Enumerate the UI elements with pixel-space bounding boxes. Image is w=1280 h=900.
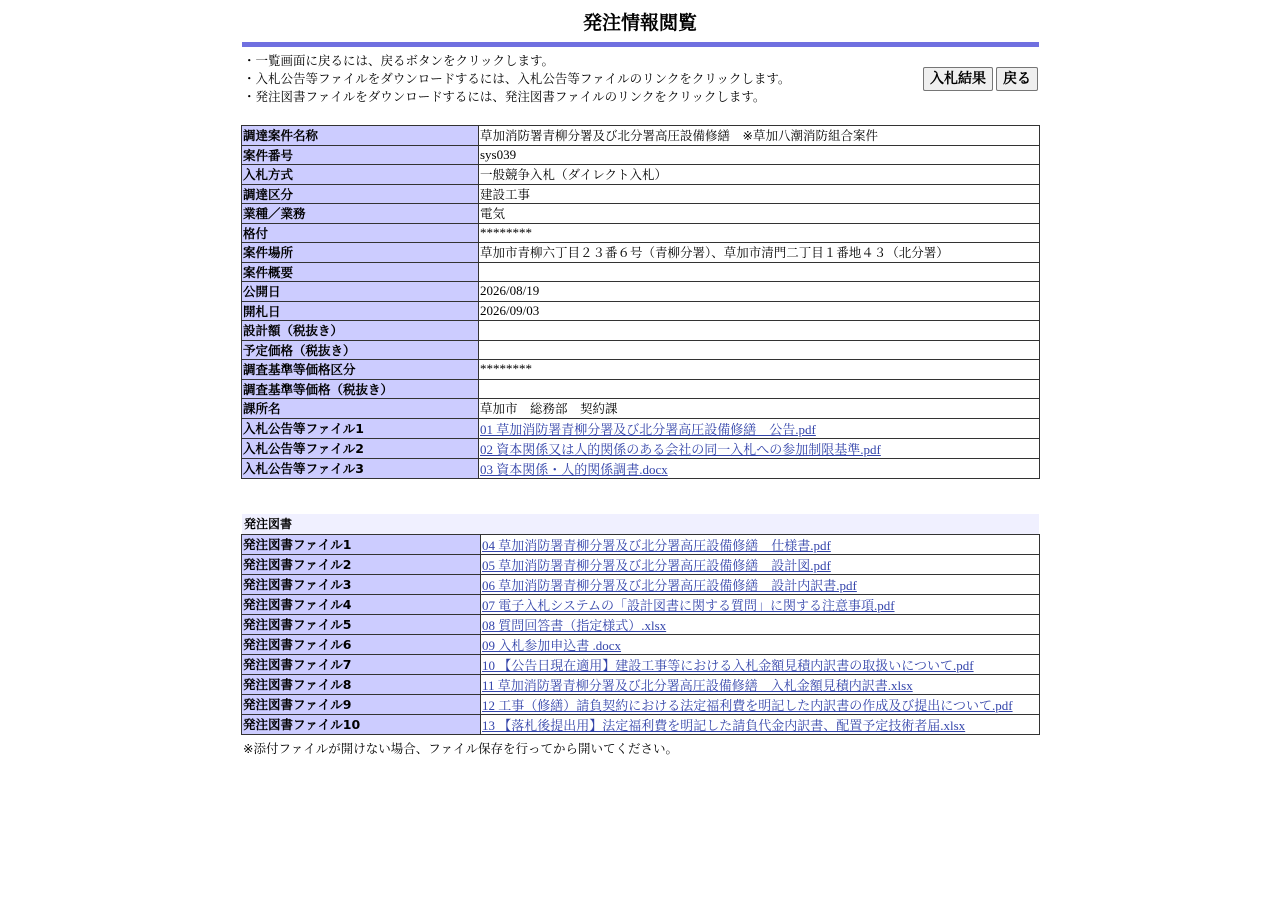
info-value: 一般競争入札（ダイレクト入札） xyxy=(479,165,1040,185)
order-doc-link[interactable]: 13 【落札後提出用】法定福利費を明記した請負代金内訳書、配置予定技術者届.xlsx xyxy=(482,717,966,733)
order-doc-cell xyxy=(481,594,1040,614)
order-doc-label: 発注図書ファイル10 xyxy=(242,714,481,734)
info-label: 調査基準等価格（税抜き） xyxy=(242,379,479,399)
info-row xyxy=(242,223,1040,243)
info-row xyxy=(242,379,1040,399)
order-doc-label: 発注図書ファイル7 xyxy=(242,654,481,674)
order-doc-label: 発注図書ファイル6 xyxy=(242,634,481,654)
order-doc-row xyxy=(242,594,1040,614)
info-row xyxy=(242,204,1040,224)
info-value: 2026/08/19 xyxy=(479,282,1040,302)
info-value xyxy=(479,379,1040,399)
info-label: 調査基準等価格区分 xyxy=(242,360,479,380)
order-doc-link[interactable]: 12 工事（修繕）請負契約における法定福利費を明記した内訳書の作成及び提出について.pdf xyxy=(482,697,1013,713)
order-doc-link[interactable]: 06 草加消防署青柳分署及び北分署高圧設備修繕 設計内訳書.pdf xyxy=(482,577,857,593)
order-doc-link[interactable]: 10 【公告日現在適用】建設工事等における入札金額見積内訳書の取扱いについて.pdf xyxy=(482,657,974,673)
order-doc-row xyxy=(242,634,1040,654)
info-row xyxy=(242,399,1040,419)
info-value xyxy=(479,262,1040,282)
info-value: 2026/09/03 xyxy=(479,301,1040,321)
info-label: 案件概要 xyxy=(242,262,479,282)
order-doc-link[interactable]: 07 電子入札システムの「設計図書に関する質問」に関する注意事項.pdf xyxy=(482,597,895,613)
info-value: ******** xyxy=(479,360,1040,380)
order-doc-link[interactable]: 05 草加消防署青柳分署及び北分署高圧設備修繕 設計図.pdf xyxy=(482,557,831,573)
info-row xyxy=(242,262,1040,282)
order-doc-row xyxy=(242,534,1040,554)
instruction-line: ・発注図書ファイルをダウンロードするには、発注図書ファイルのリンクをクリックします。 xyxy=(243,89,766,104)
footer-note: ※添付ファイルが開けない場合、ファイル保存を行ってから開いてください。 xyxy=(243,740,678,756)
order-doc-cell xyxy=(481,694,1040,714)
order-doc-label: 発注図書ファイル4 xyxy=(242,594,481,614)
order-doc-row xyxy=(242,674,1040,694)
notice-file-link[interactable]: 02 資本関係又は人的関係のある会社の同一入札への参加制限基準.pdf xyxy=(480,441,881,457)
notice-file-cell xyxy=(479,418,1040,438)
order-doc-cell xyxy=(481,714,1040,734)
order-doc-row xyxy=(242,694,1040,714)
back-button[interactable]: 戻る xyxy=(996,67,1038,91)
info-label: 開札日 xyxy=(242,301,479,321)
info-value: 草加消防署青柳分署及び北分署高圧設備修繕 ※草加八潮消防組合案件 xyxy=(479,126,1040,146)
case-info-table xyxy=(241,125,1040,479)
info-row xyxy=(242,321,1040,341)
order-doc-label: 発注図書ファイル1 xyxy=(242,534,481,554)
info-label: 公開日 xyxy=(242,282,479,302)
notice-file-link[interactable]: 03 資本関係・人的関係調書.docx xyxy=(480,461,668,477)
order-doc-label: 発注図書ファイル5 xyxy=(242,614,481,634)
notice-file-label: 入札公告等ファイル3 xyxy=(242,458,479,478)
notice-file-cell xyxy=(479,438,1040,458)
info-label: 調達案件名称 xyxy=(242,126,479,146)
notice-file-row xyxy=(242,458,1040,478)
info-value xyxy=(479,321,1040,341)
order-doc-cell xyxy=(481,614,1040,634)
info-value: ******** xyxy=(479,223,1040,243)
order-doc-row xyxy=(242,714,1040,734)
order-doc-link[interactable]: 11 草加消防署青柳分署及び北分署高圧設備修繕 入札金額見積内訳書.xlsx xyxy=(482,677,913,693)
order-doc-link[interactable]: 08 質問回答書（指定様式）.xlsx xyxy=(482,617,667,633)
instruction-list xyxy=(243,52,790,106)
info-row xyxy=(242,126,1040,146)
order-doc-label: 発注図書ファイル8 xyxy=(242,674,481,694)
info-value: 草加市 総務部 契約課 xyxy=(479,399,1040,419)
order-doc-cell xyxy=(481,534,1040,554)
order-doc-label: 発注図書ファイル2 xyxy=(242,554,481,574)
notice-file-row xyxy=(242,438,1040,458)
order-doc-label: 発注図書ファイル3 xyxy=(242,574,481,594)
info-label: 格付 xyxy=(242,223,479,243)
info-row xyxy=(242,243,1040,263)
notice-file-label: 入札公告等ファイル2 xyxy=(242,438,479,458)
order-doc-link[interactable]: 04 草加消防署青柳分署及び北分署高圧設備修繕 仕様書.pdf xyxy=(482,537,831,553)
info-row xyxy=(242,301,1040,321)
order-doc-cell xyxy=(481,554,1040,574)
info-label: 入札方式 xyxy=(242,165,479,185)
info-value: sys039 xyxy=(479,145,1040,165)
page-title: 発注情報閲覧 xyxy=(582,12,697,34)
order-doc-label: 発注図書ファイル9 xyxy=(242,694,481,714)
page-container xyxy=(241,0,1039,757)
notice-file-label: 入札公告等ファイル1 xyxy=(242,418,479,438)
info-label: 調達区分 xyxy=(242,184,479,204)
order-doc-cell xyxy=(481,654,1040,674)
info-row xyxy=(242,340,1040,360)
instructions-area xyxy=(241,47,1039,125)
order-doc-row xyxy=(242,654,1040,674)
instruction-line: ・一覧画面に戻るには、戻るボタンをクリックします。 xyxy=(243,53,555,68)
notice-file-row xyxy=(242,418,1040,438)
info-value xyxy=(479,340,1040,360)
info-label: 案件場所 xyxy=(242,243,479,263)
info-row xyxy=(242,282,1040,302)
info-label: 予定価格（税抜き） xyxy=(242,340,479,360)
info-row xyxy=(242,360,1040,380)
order-doc-cell xyxy=(481,574,1040,594)
order-doc-row xyxy=(242,574,1040,594)
instruction-line: ・入札公告等ファイルをダウンロードするには、入札公告等ファイルのリンクをクリックします。 xyxy=(243,71,791,86)
info-label: 設計額（税抜き） xyxy=(242,321,479,341)
info-value: 建設工事 xyxy=(479,184,1040,204)
action-buttons xyxy=(923,67,1038,91)
order-docs-table xyxy=(241,534,1040,735)
info-row xyxy=(242,184,1040,204)
order-doc-cell xyxy=(481,634,1040,654)
info-value: 草加市青柳六丁目２３番６号（青柳分署）、草加市清門二丁目１番地４３（北分署） xyxy=(479,243,1040,263)
bid-result-button[interactable]: 入札結果 xyxy=(923,67,993,91)
info-row xyxy=(242,145,1040,165)
order-doc-row xyxy=(242,614,1040,634)
info-value: 電気 xyxy=(479,204,1040,224)
info-label: 業種／業務 xyxy=(242,204,479,224)
order-doc-cell xyxy=(481,674,1040,694)
order-doc-row xyxy=(242,554,1040,574)
notice-file-link[interactable]: 01 草加消防署青柳分署及び北分署高圧設備修繕 公告.pdf xyxy=(480,421,816,437)
order-doc-link[interactable]: 09 入札参加申込書 .docx xyxy=(482,637,622,653)
info-label: 案件番号 xyxy=(242,145,479,165)
order-docs-heading: 発注図書 xyxy=(242,514,1039,534)
info-label: 課所名 xyxy=(242,399,479,419)
info-row xyxy=(242,165,1040,185)
notice-file-cell xyxy=(479,458,1040,478)
